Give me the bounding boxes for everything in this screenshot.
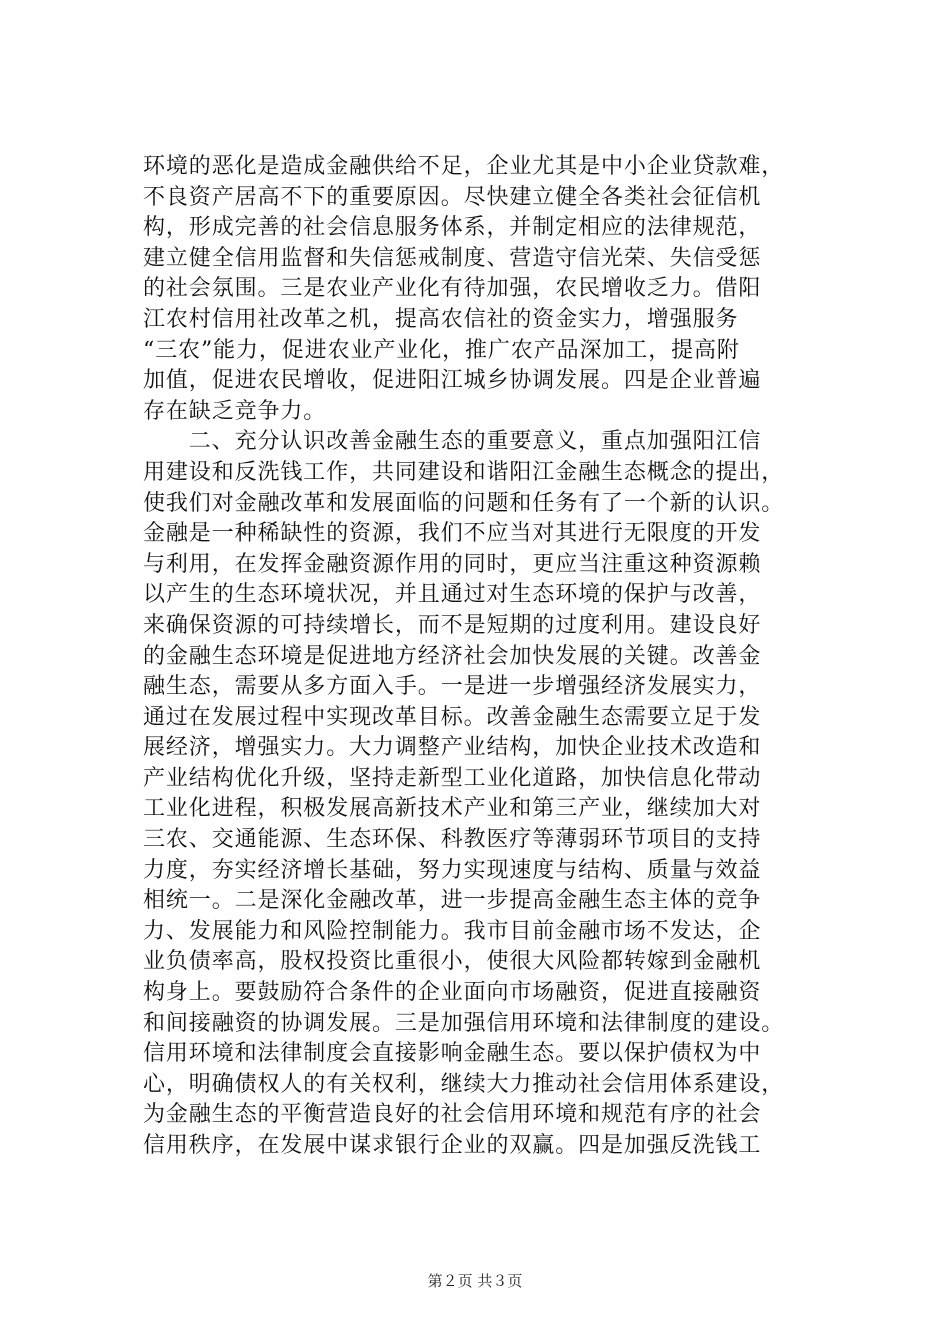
text-line: 产业结构优化升级，坚持走新型工业化道路，加快信息化带动 (143, 765, 762, 791)
text-line: 存在缺乏竞争力。 (143, 398, 327, 424)
text-line: 构身上。要鼓励符合条件的企业面向市场融资，促进直接融资 (143, 980, 762, 1006)
text-line: 业负债率高，股权投资比重很小，使很大风险都转嫁到金融机 (143, 949, 762, 975)
text-line: 金融是一种稀缺性的资源，我们不应当对其进行无限度的开发 (143, 521, 762, 547)
text-line: 的金融生态环境是促进地方经济社会加快发展的关键。改善金 (143, 643, 762, 669)
page-footer: 第２页 共３页 (427, 1272, 523, 1290)
document-body (143, 152, 859, 1162)
text-line: 心，明确债权人的有关权利，继续大力推动社会信用体系建设， (143, 1071, 785, 1097)
text-line: 展经济，增强实力。大力调整产业结构，加快企业技术改造和 (143, 735, 762, 761)
text-line: 用建设和反洗钱工作，共同建设和谐阳江金融生态概念的提出， (143, 459, 785, 485)
text-line: 信用环境和法律制度会直接影响金融生态。要以保护债权为中 (143, 1041, 762, 1067)
text-line: 二、充分认识改善金融生态的重要意义，重点加强阳江信 (143, 429, 762, 455)
text-line: 与利用，在发挥金融资源作用的同时，更应当注重这种资源赖 (143, 551, 762, 577)
text-line: 三农、交通能源、生态环保、科教医疗等薄弱环节项目的支持 (143, 827, 762, 853)
text-line: 为金融生态的平衡营造良好的社会信用环境和规范有序的社会 (143, 1102, 762, 1128)
text-line: 不良资产居高不下的重要原因。尽快建立健全各类社会征信机 (143, 184, 762, 210)
text-line: 和间接融资的协调发展。三是加强信用环境和法律制度的建设。 (143, 1010, 785, 1036)
text-line: 工业化进程，积极发展高新技术产业和第三产业，继续加大对 (143, 796, 762, 822)
text-line: “三农”能力，促进农业产业化，推广农产品深加工，提高附 (143, 337, 740, 363)
text-line: 来确保资源的可持续增长，而不是短期的过度利用。建设良好 (143, 612, 762, 638)
text-line: 构，形成完善的社会信息服务体系，并制定相应的法律规范， (143, 215, 762, 241)
text-line: 环境的恶化是造成金融供给不足，企业尤其是中小企业贷款难， (143, 154, 785, 179)
text-line: 信用秩序，在发展中谋求银行企业的双赢。四是加强反洗钱工 (143, 1133, 762, 1158)
text-line: 力、发展能力和风险控制能力。我市目前金融市场不发达，企 (143, 918, 762, 944)
text-line: 相统一。二是深化金融改革，进一步提高金融生态主体的竞争 (143, 888, 762, 914)
text-line: 建立健全信用监督和失信惩戒制度、营造守信光荣、失信受惩 (143, 245, 762, 271)
text-line: 使我们对金融改革和发展面临的问题和任务有了一个新的认识。 (143, 490, 785, 516)
text-line: 的社会氛围。三是农业产业化有待加强，农民增收乏力。借阳 (143, 276, 762, 302)
text-line: 加值，促进农民增收，促进阳江城乡协调发展。四是企业普遍 (143, 368, 762, 394)
text-line: 江农村信用社改革之机，提高农信社的资金实力，增强服务 (143, 306, 739, 332)
text-line: 融生态，需要从多方面入手。一是进一步增强经济发展实力， (143, 674, 762, 700)
text-line: 以产生的生态环境状况，并且通过对生态环境的保护与改善， (143, 582, 762, 608)
text-line: 力度，夯实经济增长基础，努力实现速度与结构、质量与效益 (143, 857, 762, 883)
text-line: 通过在发展过程中实现改革目标。改善金融生态需要立足于发 (143, 704, 762, 730)
